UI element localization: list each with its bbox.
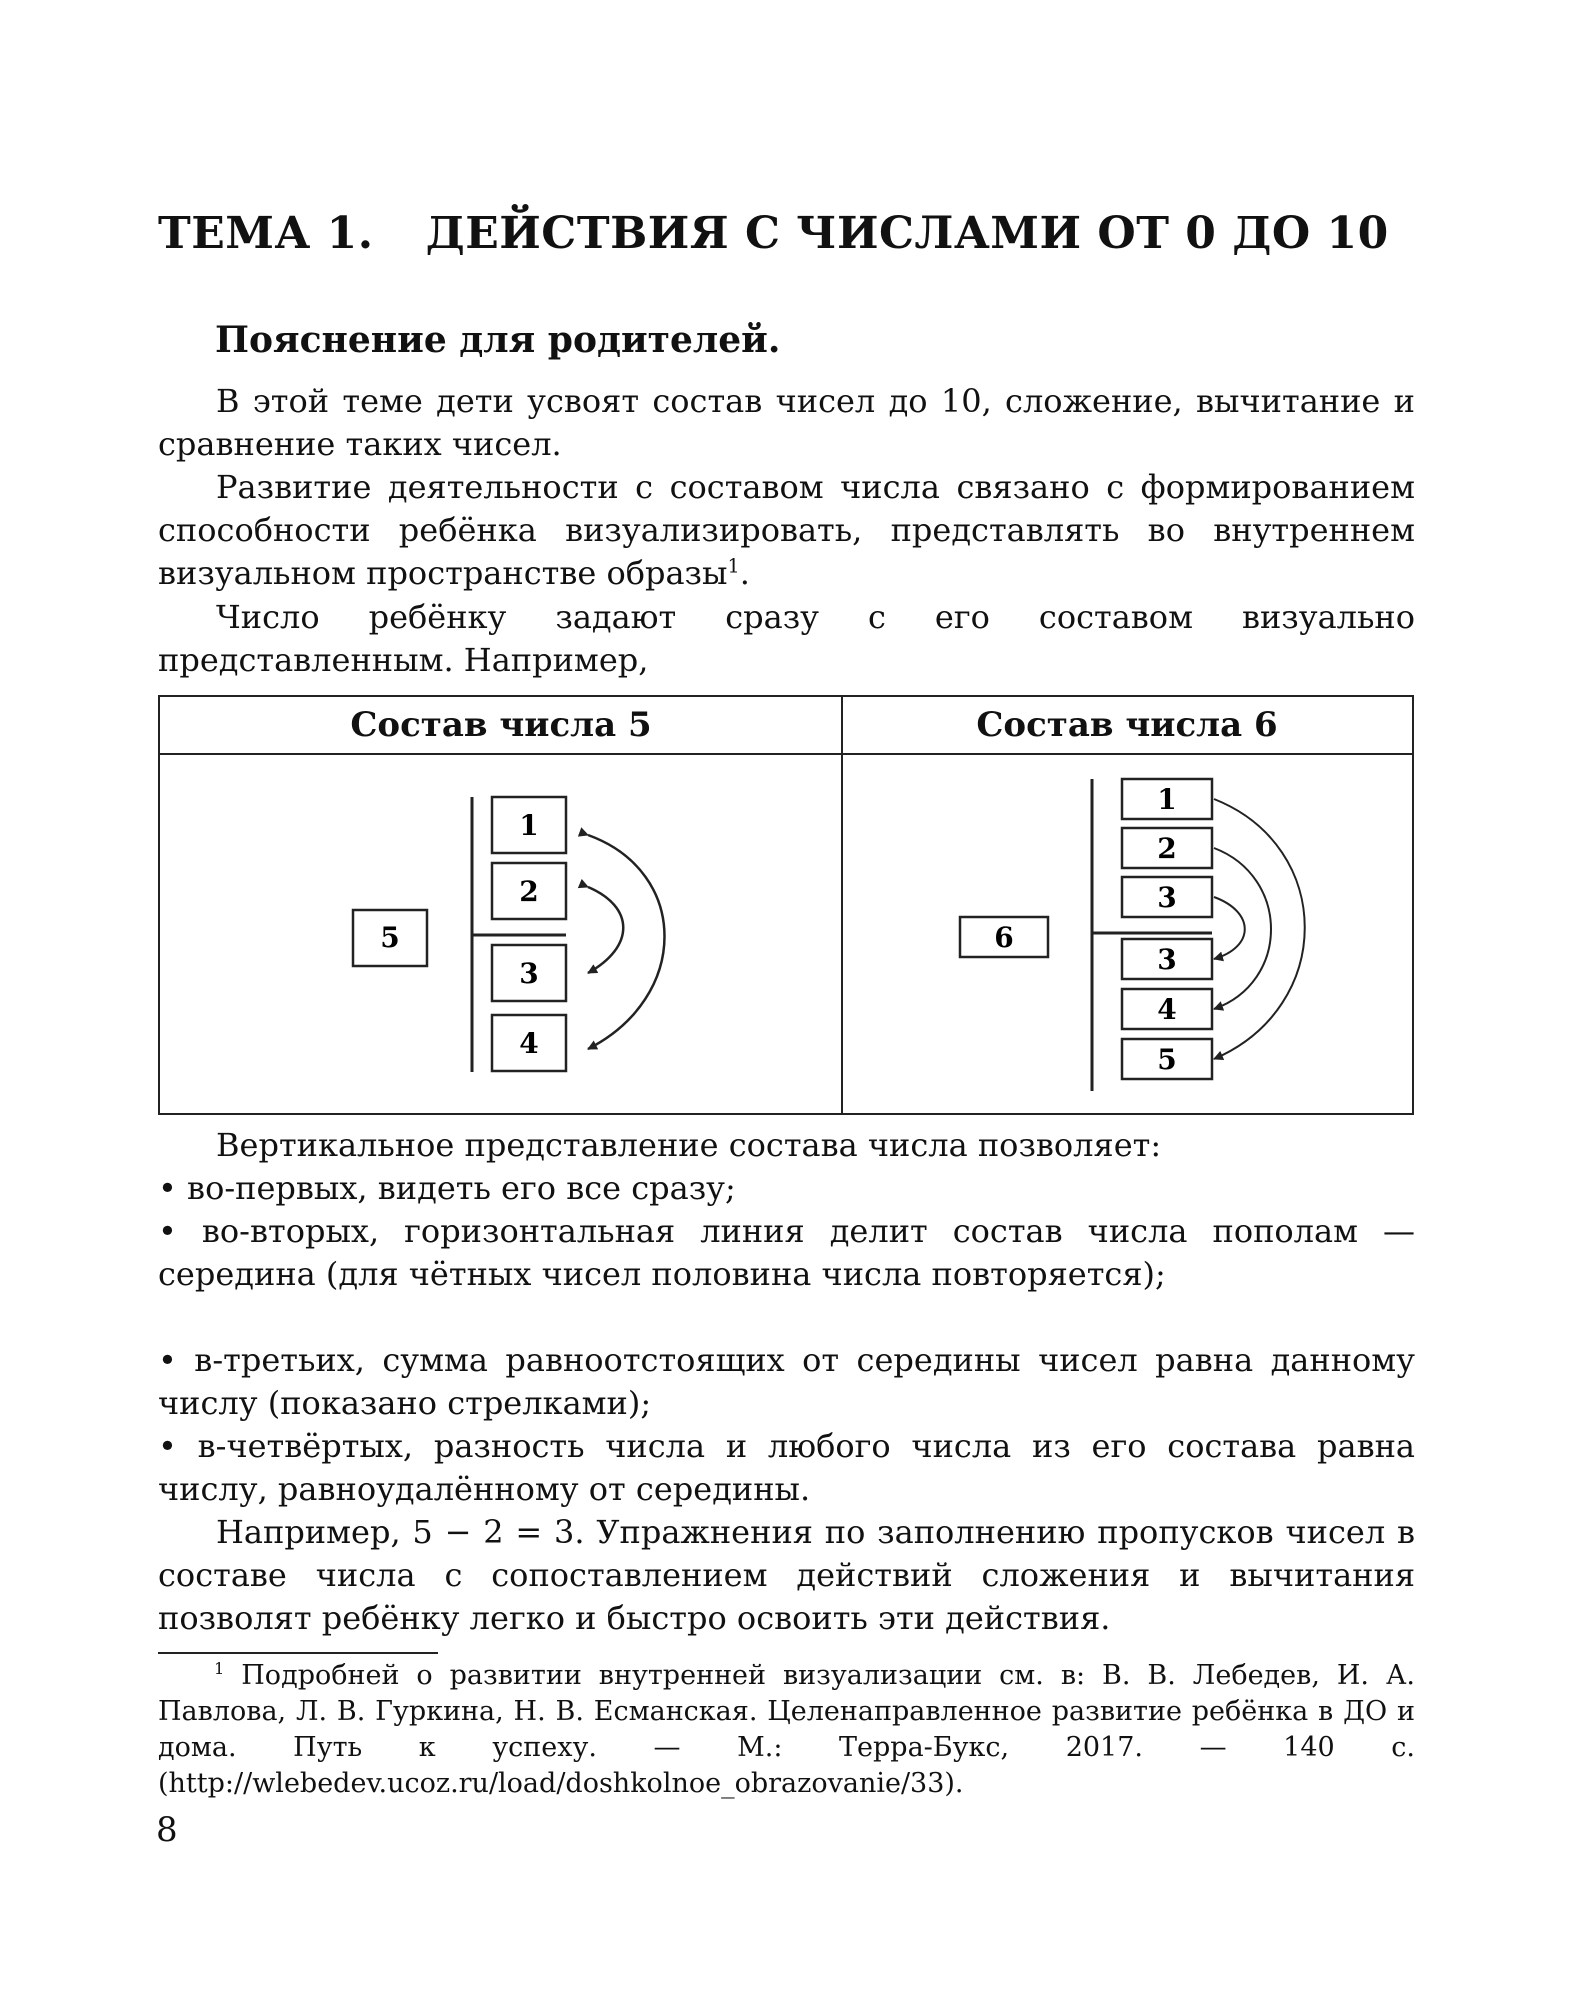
footnote-separator [158,1652,438,1654]
paragraph-vertical-representation [158,1124,1415,1167]
arrow-three-three [1214,897,1245,959]
list-item-text: • во-первых, видеть его все сразу; [158,1169,736,1207]
topic-heading [158,206,1418,262]
paragraph-vertical-representation-text: Вертикальное представление состава числа позволяет: [216,1126,1162,1164]
paragraph-intro [158,380,1415,466]
paragraph-visualization [158,466,1415,595]
figure-heading-six: Состав числа 6 [842,697,1412,755]
arrow-one-four [588,835,665,1049]
part-label: 2 [1157,832,1177,865]
paragraph-example [158,1511,1415,1640]
number-six-label: 6 [994,921,1014,954]
paragraph-visualization-end: . [739,554,750,592]
part-label: 3 [519,957,539,990]
list-item-text: • во-вторых, горизонтальная линия делит состав числа пополам — середина (для чётных чисел половина числа повторяется); [158,1212,1415,1293]
paragraph-example-intro-text: Число ребёнку задают сразу с его составом визуально представленным. Например, [158,598,1415,679]
part-label: 4 [1157,993,1177,1026]
footnote-marker: 1 [214,1659,225,1678]
footnote-text: Подробней о развитии внутренней визуализации см. в: В. В. Лебедев, И. А. Павлова, Л. В. Гуркина, Н. В. Есманская. Целенаправленное развитие ребёнка в ДО и дома. Путь к успеху. — М.: Терра-Букс, 2017. — 140 с. (http://wlebedev.ucoz.ru/load/doshkolnoe_obrazovanie/33). [158,1660,1415,1799]
arrow-two-three [588,887,623,973]
footnote-reference: 1 [727,554,740,578]
list-item [158,1339,1415,1425]
part-label: 3 [1157,943,1177,976]
list-item [158,1210,1415,1296]
part-label: 3 [1157,881,1177,914]
arrow-one-five [1214,799,1305,1059]
part-label: 4 [519,1027,539,1060]
number-composition-figure [158,695,1414,1115]
composition-diagrams [160,697,1416,1117]
topic-title: ДЕЙСТВИЯ С ЧИСЛАМИ ОТ 0 ДО 10 [425,208,1389,259]
number-five-label: 5 [380,921,400,954]
topic-number: ТЕМА 1. [158,208,374,259]
footnote [158,1658,1415,1802]
arrow-two-four [1214,848,1271,1009]
paragraph-example-intro [158,596,1415,682]
paragraph-intro-text: В этой теме дети усвоят состав чисел до 10, сложение, вычитание и сравнение таких чисел. [158,382,1415,463]
composition-six-diagram [960,779,1305,1091]
figure-heading-five: Состав числа 5 [160,697,842,755]
part-label: 1 [1157,783,1177,816]
list-item [158,1167,1415,1210]
paragraph-example-text: Например, 5 − 2 = 3. Упражнения по заполнению пропусков чисел в составе числа с сопоставлением действий сложения и вычитания позволят ребёнку легко и быстро освоить эти действия. [158,1513,1415,1637]
part-label: 1 [519,809,539,842]
section-subtitle: Пояснение для родителей. [215,319,781,361]
list-item-text: • в-третьих, сумма равноотстоящих от середины чисел равна данному числу (показано стрелками); [158,1341,1415,1422]
paragraph-visualization-text: Развитие деятельности с составом числа связано с формированием способности ребёнка визуализировать, представлять во внутреннем визуальном пространстве образы [158,468,1415,592]
composition-five-diagram [353,797,665,1072]
part-label: 2 [519,875,539,908]
page-number: 8 [156,1810,178,1850]
list-item [158,1425,1415,1511]
part-label: 5 [1157,1043,1177,1076]
list-item-text: • в-четвёртых, разность числа и любого числа из его состава равна числу, равноудалённому от середины. [158,1427,1415,1508]
